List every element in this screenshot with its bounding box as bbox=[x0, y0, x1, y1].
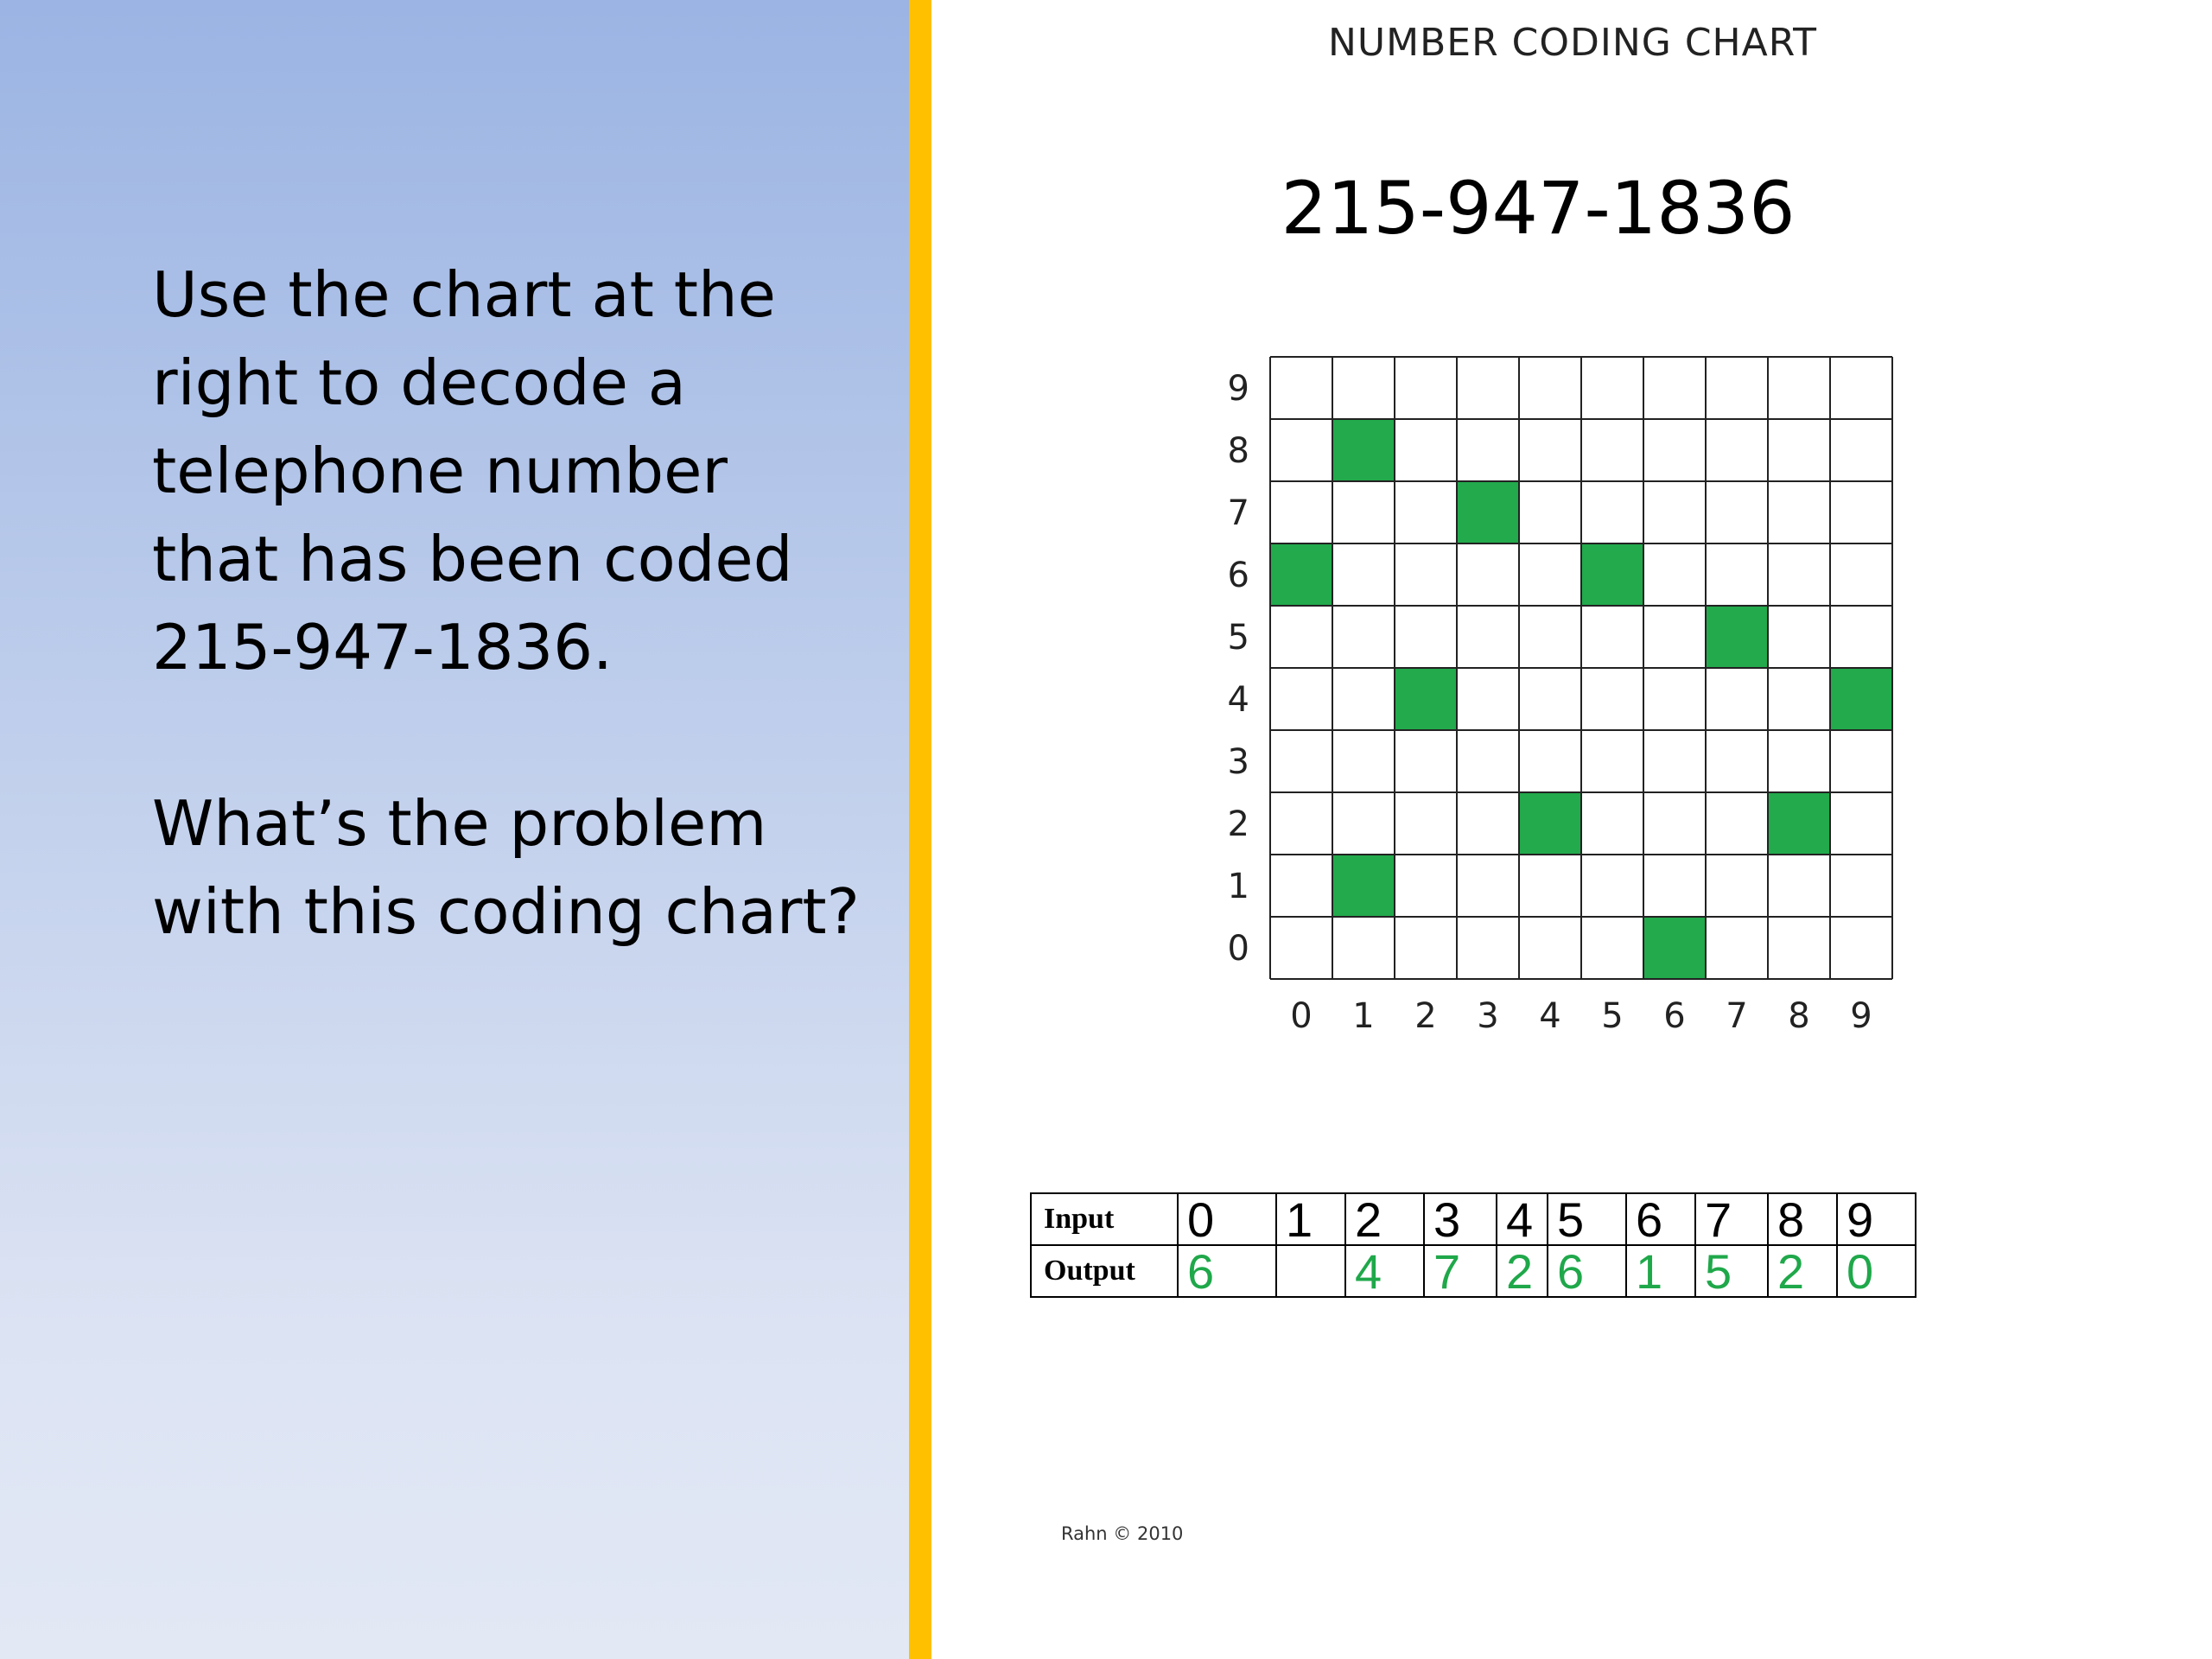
output-cell: 6 bbox=[1178, 1245, 1276, 1297]
output-cell: 4 bbox=[1345, 1245, 1424, 1297]
y-tick-label: 4 bbox=[1227, 680, 1249, 720]
output-cell bbox=[1276, 1245, 1345, 1297]
copyright-text: Rahn © 2010 bbox=[1061, 1523, 1184, 1544]
lookup-table bbox=[1030, 1192, 1916, 1298]
filled-cell bbox=[1332, 419, 1395, 481]
input-cell: 3 bbox=[1424, 1193, 1497, 1245]
filled-cell bbox=[1830, 668, 1892, 730]
output-cell: 2 bbox=[1497, 1245, 1548, 1297]
output-label: Output bbox=[1031, 1245, 1178, 1297]
y-tick-label: 5 bbox=[1227, 618, 1249, 658]
y-tick-label: 6 bbox=[1227, 556, 1249, 595]
filled-cell bbox=[1395, 668, 1457, 730]
x-tick-label: 0 bbox=[1290, 996, 1313, 1036]
filled-cell bbox=[1643, 917, 1706, 979]
input-label: Input bbox=[1031, 1193, 1178, 1245]
instructions-paragraph-2: What’s the problem with this coding chart? bbox=[152, 787, 860, 948]
y-tick-label: 8 bbox=[1227, 431, 1249, 471]
output-cell: 7 bbox=[1424, 1245, 1497, 1297]
x-tick-label: 9 bbox=[1850, 996, 1872, 1036]
x-tick-label: 8 bbox=[1788, 996, 1810, 1036]
input-cell: 7 bbox=[1695, 1193, 1768, 1245]
filled-cell bbox=[1768, 792, 1830, 855]
filled-cell bbox=[1457, 481, 1519, 543]
x-tick-label: 2 bbox=[1414, 996, 1437, 1036]
filled-cell bbox=[1519, 792, 1581, 855]
x-tick-label: 3 bbox=[1477, 996, 1499, 1036]
chart-title: NUMBER CODING CHART bbox=[1328, 21, 1817, 65]
instructions-text bbox=[152, 251, 861, 1044]
y-tick-label: 1 bbox=[1227, 867, 1249, 906]
filled-cell bbox=[1706, 606, 1768, 668]
y-tick-label: 7 bbox=[1227, 493, 1249, 533]
input-cell: 1 bbox=[1276, 1193, 1345, 1245]
accent-bar bbox=[909, 0, 931, 1659]
input-cell: 0 bbox=[1178, 1193, 1276, 1245]
x-tick-label: 7 bbox=[1726, 996, 1748, 1036]
x-tick-label: 5 bbox=[1601, 996, 1624, 1036]
y-tick-label: 2 bbox=[1227, 804, 1249, 844]
output-row bbox=[1031, 1245, 1916, 1297]
input-cell: 6 bbox=[1626, 1193, 1695, 1245]
x-tick-label: 6 bbox=[1663, 996, 1686, 1036]
input-cell: 9 bbox=[1837, 1193, 1916, 1245]
x-tick-label: 1 bbox=[1352, 996, 1375, 1036]
x-tick-label: 4 bbox=[1539, 996, 1561, 1036]
output-cell: 5 bbox=[1695, 1245, 1768, 1297]
output-cell: 1 bbox=[1626, 1245, 1695, 1297]
output-cell: 6 bbox=[1548, 1245, 1626, 1297]
filled-cell bbox=[1332, 855, 1395, 917]
output-cell: 2 bbox=[1768, 1245, 1837, 1297]
output-cell: 0 bbox=[1837, 1245, 1916, 1297]
coded-number: 215-947-1836 bbox=[1281, 166, 1796, 251]
y-tick-label: 0 bbox=[1227, 929, 1249, 969]
filled-cell bbox=[1270, 543, 1332, 606]
instructions-paragraph-1: Use the chart at the right to decode a telephone number that has been coded 215-947-1836. bbox=[152, 258, 793, 683]
coding-grid-chart bbox=[1192, 341, 1901, 1054]
input-cell: 2 bbox=[1345, 1193, 1424, 1245]
filled-cell bbox=[1581, 543, 1643, 606]
input-cell: 5 bbox=[1548, 1193, 1626, 1245]
y-tick-label: 3 bbox=[1227, 742, 1249, 782]
input-row bbox=[1031, 1193, 1916, 1245]
input-cell: 8 bbox=[1768, 1193, 1837, 1245]
input-cell: 4 bbox=[1497, 1193, 1548, 1245]
y-tick-label: 9 bbox=[1227, 369, 1249, 409]
